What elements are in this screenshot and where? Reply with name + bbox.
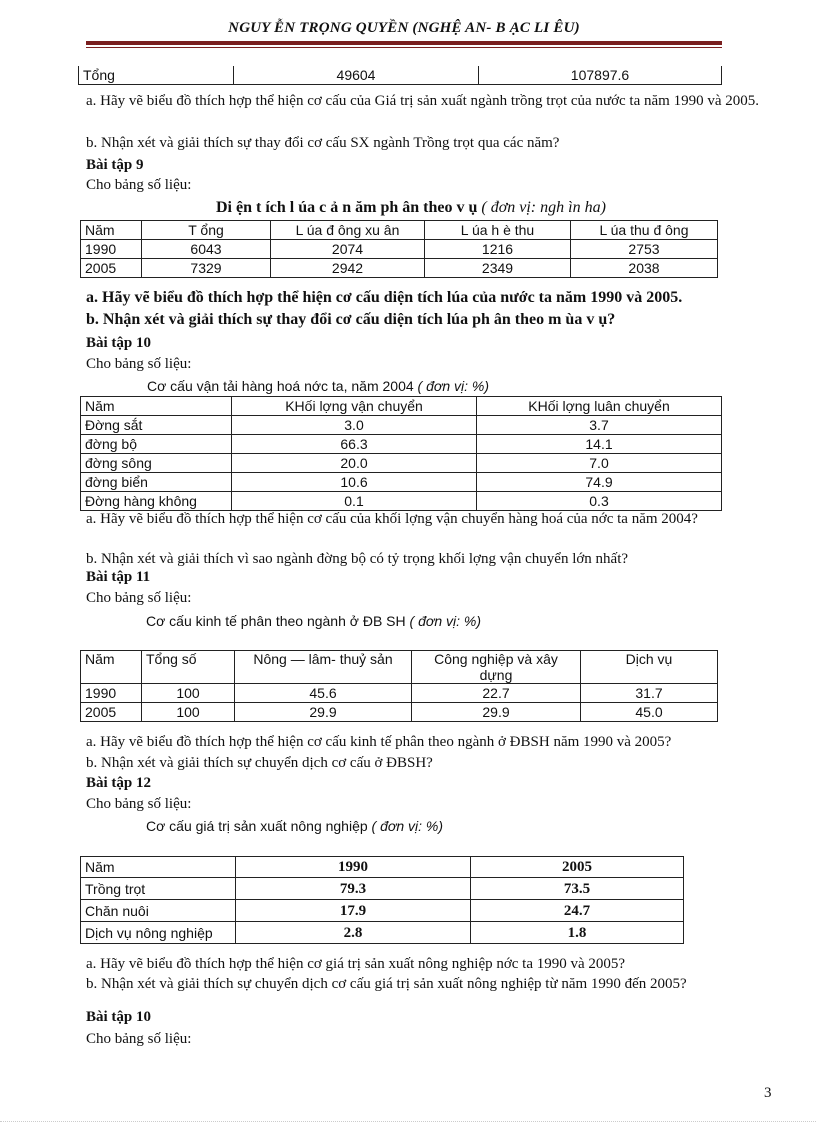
bt10-caption-text: Cơ cấu vận tải hàng hoá nớc ta, năm 2004	[147, 378, 414, 394]
table-cell: đờng biển	[81, 473, 232, 492]
table-row	[81, 240, 718, 259]
bt12-part-b: b. Nhận xét và giải thích sự chuyển dịch cơ cấu giá trị sản xuất nông nghiệp từ năm 1990 đến 2005?	[86, 976, 687, 992]
table-header-cell: L úa đ ông xu ân	[271, 221, 425, 240]
table-row	[81, 703, 718, 722]
bt9-lead: Cho bảng số liệu:	[86, 177, 192, 193]
table-row	[81, 878, 684, 900]
q8-part-a: a. Hãy vẽ biểu đồ thích hợp thể hiện cơ cấu của Giá trị sản xuất ngành trồng trọt của nước ta năm 1990 và 2005.	[86, 93, 759, 109]
bt9-table	[80, 220, 718, 278]
table-cell: 29.9	[412, 703, 581, 722]
bt9-caption-text: Di ện t ích l úa c ả n ăm ph ân theo v ụ	[216, 199, 478, 216]
table-cell: 0.3	[477, 492, 722, 511]
table-header-cell: Dịch vụ	[581, 651, 718, 684]
bt11-table	[80, 650, 718, 722]
table-cell: 7.0	[477, 454, 722, 473]
bt9-title: Bài tập 9	[86, 157, 144, 173]
bt10b-lead: Cho bảng số liệu:	[86, 1031, 192, 1047]
table-cell: 100	[142, 684, 235, 703]
table-header-cell: Năm	[81, 221, 142, 240]
table-cell: Đờng hàng không	[81, 492, 232, 511]
table-cell: 7329	[142, 259, 271, 278]
table-cell: Trồng trọt	[81, 878, 236, 900]
bt10-caption	[147, 378, 489, 394]
table-header-row	[81, 397, 722, 416]
table-header-cell: Năm	[81, 651, 142, 684]
bt10-part-b: b. Nhận xét và giải thích vì sao ngành đờng bộ có tỷ trọng khối lợng vận chuyển lớn nhất?	[86, 551, 629, 567]
table-cell: 3.7	[477, 416, 722, 435]
bt9-unit: ( đơn vị: ngh ìn ha)	[481, 199, 606, 216]
table-cell: 14.1	[477, 435, 722, 454]
table-cell: 49604	[234, 66, 479, 85]
bt12-caption-text: Cơ cấu giá trị sản xuất nông nghiệp	[146, 818, 368, 834]
header-rule-thin	[86, 47, 722, 48]
table-cell: 2005	[81, 259, 142, 278]
bt9-part-a: a. Hãy vẽ biểu đồ thích hợp thể hiện cơ cấu diện tích lúa của nước ta năm 1990 và 2005.	[86, 289, 683, 306]
table-cell: 0.1	[232, 492, 477, 511]
table-cell: 79.3	[236, 878, 471, 900]
table-header-row	[81, 857, 684, 878]
table-header-cell: 2005	[471, 857, 684, 878]
table-cell: 10.6	[232, 473, 477, 492]
table-cell: 2753	[571, 240, 718, 259]
table-header-cell: KHối lợng luân chuyển	[477, 397, 722, 416]
bt11-unit: ( đơn vị: %)	[409, 613, 482, 629]
bt12-part-a: a. Hãy vẽ biểu đồ thích hợp thể hiện cơ giá trị sản xuất nông nghiệp nớc ta 1990 và 2005?	[86, 956, 626, 972]
table-cell: 31.7	[581, 684, 718, 703]
table-row	[79, 66, 722, 85]
q8-part-b: b. Nhận xét và giải thích sự thay đổi cơ cấu SX ngành Trồng trọt qua các năm?	[86, 135, 560, 151]
table-cell: 22.7	[412, 684, 581, 703]
table-header-cell: L úa thu đ ông	[571, 221, 718, 240]
table-row	[81, 473, 722, 492]
bt10-unit: ( đơn vị: %)	[417, 378, 490, 394]
table-cell: 17.9	[236, 900, 471, 922]
table-header-cell: L úa h è thu	[425, 221, 571, 240]
bt10-table	[80, 396, 722, 511]
table-row	[81, 492, 722, 511]
bt11-part-a: a. Hãy vẽ biểu đồ thích hợp thể hiện cơ cấu kinh tế phân theo ngành ở ĐBSH năm 1990 và 2005?	[86, 734, 672, 750]
bt10-part-a: a. Hãy vẽ biểu đồ thích hợp thể hiện cơ cấu của khối lợng vận chuyển hàng hoá của nớc ta năm 2004?	[86, 511, 698, 527]
table-row	[81, 454, 722, 473]
top-total-table	[78, 66, 722, 85]
table-cell: 3.0	[232, 416, 477, 435]
table-header-cell: Nông — lâm- thuỷ sản	[235, 651, 412, 684]
table-cell: Đờng sắt	[81, 416, 232, 435]
table-cell: 1990	[81, 684, 142, 703]
table-cell: 107897.6	[479, 66, 722, 85]
bt12-table	[80, 856, 684, 944]
table-cell: 73.5	[471, 878, 684, 900]
table-cell: Chăn nuôi	[81, 900, 236, 922]
table-cell: 74.9	[477, 473, 722, 492]
page-bottom-edge	[0, 1121, 816, 1122]
table-row	[81, 416, 722, 435]
table-header-cell: Tổng số	[142, 651, 235, 684]
table-row	[81, 922, 684, 944]
table-header-cell: Năm	[81, 397, 232, 416]
table-cell: 45.0	[581, 703, 718, 722]
table-cell: đờng sông	[81, 454, 232, 473]
table-cell: 45.6	[235, 684, 412, 703]
table-cell: 2349	[425, 259, 571, 278]
table-cell: 1.8	[471, 922, 684, 944]
table-row	[81, 259, 718, 278]
page-number: 3	[764, 1085, 772, 1101]
table-cell: 6043	[142, 240, 271, 259]
table-cell: 100	[142, 703, 235, 722]
bt12-title: Bài tập 12	[86, 775, 152, 791]
table-cell: 2074	[271, 240, 425, 259]
bt10b-title: Bài tập 10	[86, 1009, 152, 1025]
table-cell: 29.9	[235, 703, 412, 722]
bt11-lead: Cho bảng số liệu:	[86, 590, 192, 606]
table-header-row	[81, 651, 718, 684]
table-cell: 66.3	[232, 435, 477, 454]
table-header-cell: Công nghiệp và xây dựng	[412, 651, 581, 684]
table-cell: 2.8	[236, 922, 471, 944]
table-cell: đờng bộ	[81, 435, 232, 454]
table-row	[81, 435, 722, 454]
table-header-row	[81, 221, 718, 240]
bt12-caption	[146, 818, 443, 834]
bt9-caption	[216, 199, 606, 217]
bt11-caption	[146, 613, 481, 629]
table-cell: 2942	[271, 259, 425, 278]
table-cell: 1216	[425, 240, 571, 259]
table-row	[81, 900, 684, 922]
table-row	[81, 684, 718, 703]
table-header-cell: 1990	[236, 857, 471, 878]
bt9-part-b: b. Nhận xét và giải thích sự thay đổi cơ cấu diện tích lúa ph ân theo m ùa v ụ?	[86, 311, 616, 328]
bt11-title: Bài tập 11	[86, 569, 151, 585]
bt10-title: Bài tập 10	[86, 335, 152, 351]
table-cell: 1990	[81, 240, 142, 259]
bt12-lead: Cho bảng số liệu:	[86, 796, 192, 812]
table-header-cell: T ổng	[142, 221, 271, 240]
bt10-lead: Cho bảng số liệu:	[86, 356, 192, 372]
page-header: NGUY ỄN TRỌNG QUYỀN (NGHỆ AN- B ẠC LI ÊU)	[228, 20, 580, 36]
table-cell: 2038	[571, 259, 718, 278]
table-cell: 20.0	[232, 454, 477, 473]
table-cell: Tổng	[79, 66, 234, 85]
table-header-cell: KHối lợng vận chuyển	[232, 397, 477, 416]
bt11-part-b: b. Nhận xét và giải thích sự chuyển dịch cơ cấu ở ĐBSH?	[86, 755, 433, 771]
bt11-caption-text: Cơ cấu kinh tế phân theo ngành ở ĐB SH	[146, 613, 406, 629]
table-header-cell: Năm	[81, 857, 236, 878]
table-cell: 2005	[81, 703, 142, 722]
table-cell: 24.7	[471, 900, 684, 922]
header-rule-thick	[86, 41, 722, 45]
table-cell: Dịch vụ nông nghiệp	[81, 922, 236, 944]
bt12-unit: ( đơn vị: %)	[371, 818, 444, 834]
